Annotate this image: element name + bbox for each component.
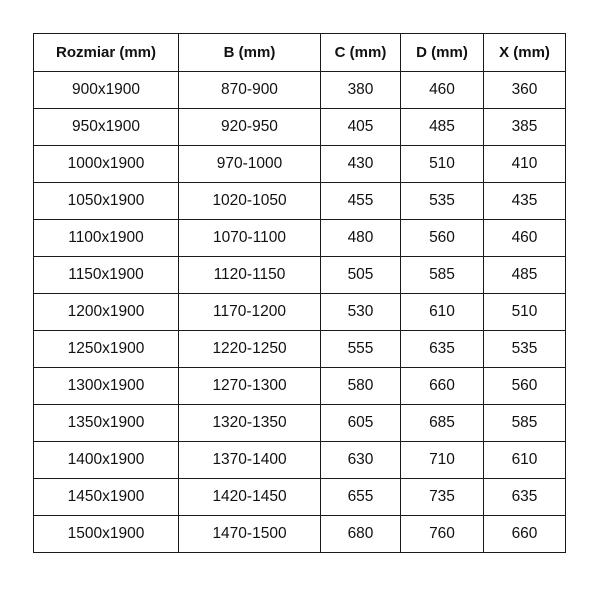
cell-x: 560 (484, 368, 566, 405)
header-c: C (mm) (321, 34, 401, 72)
cell-c: 480 (321, 220, 401, 257)
cell-size: 900x1900 (34, 72, 179, 109)
cell-size: 1400x1900 (34, 442, 179, 479)
cell-d: 560 (401, 220, 484, 257)
cell-d: 485 (401, 109, 484, 146)
cell-c: 655 (321, 479, 401, 516)
cell-d: 535 (401, 183, 484, 220)
cell-d: 685 (401, 405, 484, 442)
cell-d: 635 (401, 331, 484, 368)
cell-c: 630 (321, 442, 401, 479)
cell-x: 635 (484, 479, 566, 516)
cell-x: 585 (484, 405, 566, 442)
table-row (34, 220, 566, 257)
cell-b: 970-1000 (179, 146, 321, 183)
dimensions-table (33, 33, 566, 553)
cell-c: 680 (321, 516, 401, 553)
cell-b: 1470-1500 (179, 516, 321, 553)
cell-b: 870-900 (179, 72, 321, 109)
header-d: D (mm) (401, 34, 484, 72)
table-row (34, 72, 566, 109)
cell-size: 950x1900 (34, 109, 179, 146)
table-header (34, 34, 566, 72)
cell-c: 530 (321, 294, 401, 331)
cell-b: 1270-1300 (179, 368, 321, 405)
cell-x: 410 (484, 146, 566, 183)
table-row (34, 294, 566, 331)
cell-x: 610 (484, 442, 566, 479)
table-row (34, 109, 566, 146)
table-row (34, 479, 566, 516)
cell-x: 460 (484, 220, 566, 257)
cell-x: 660 (484, 516, 566, 553)
cell-size: 1300x1900 (34, 368, 179, 405)
cell-b: 1370-1400 (179, 442, 321, 479)
cell-size: 1150x1900 (34, 257, 179, 294)
cell-size: 1250x1900 (34, 331, 179, 368)
cell-c: 580 (321, 368, 401, 405)
table-row (34, 183, 566, 220)
cell-x: 435 (484, 183, 566, 220)
cell-d: 585 (401, 257, 484, 294)
cell-c: 455 (321, 183, 401, 220)
cell-x: 485 (484, 257, 566, 294)
table-row (34, 405, 566, 442)
cell-b: 1020-1050 (179, 183, 321, 220)
cell-c: 430 (321, 146, 401, 183)
cell-d: 760 (401, 516, 484, 553)
cell-c: 380 (321, 72, 401, 109)
cell-x: 385 (484, 109, 566, 146)
cell-size: 1450x1900 (34, 479, 179, 516)
table-row (34, 146, 566, 183)
table-row (34, 442, 566, 479)
cell-b: 920-950 (179, 109, 321, 146)
cell-c: 555 (321, 331, 401, 368)
cell-b: 1220-1250 (179, 331, 321, 368)
table-row (34, 368, 566, 405)
cell-b: 1170-1200 (179, 294, 321, 331)
cell-d: 735 (401, 479, 484, 516)
cell-x: 535 (484, 331, 566, 368)
header-size: Rozmiar (mm) (34, 34, 179, 72)
table-row (34, 331, 566, 368)
table-row (34, 516, 566, 553)
table-body (34, 72, 566, 553)
cell-size: 1200x1900 (34, 294, 179, 331)
cell-d: 510 (401, 146, 484, 183)
cell-d: 610 (401, 294, 484, 331)
cell-size: 1000x1900 (34, 146, 179, 183)
table-row (34, 257, 566, 294)
cell-d: 710 (401, 442, 484, 479)
cell-x: 360 (484, 72, 566, 109)
cell-size: 1500x1900 (34, 516, 179, 553)
cell-b: 1320-1350 (179, 405, 321, 442)
cell-c: 405 (321, 109, 401, 146)
cell-x: 510 (484, 294, 566, 331)
cell-b: 1420-1450 (179, 479, 321, 516)
cell-size: 1050x1900 (34, 183, 179, 220)
cell-c: 605 (321, 405, 401, 442)
header-row (34, 34, 566, 72)
header-x: X (mm) (484, 34, 566, 72)
header-b: B (mm) (179, 34, 321, 72)
cell-size: 1350x1900 (34, 405, 179, 442)
cell-d: 660 (401, 368, 484, 405)
cell-c: 505 (321, 257, 401, 294)
cell-d: 460 (401, 72, 484, 109)
cell-size: 1100x1900 (34, 220, 179, 257)
cell-b: 1120-1150 (179, 257, 321, 294)
cell-b: 1070-1100 (179, 220, 321, 257)
